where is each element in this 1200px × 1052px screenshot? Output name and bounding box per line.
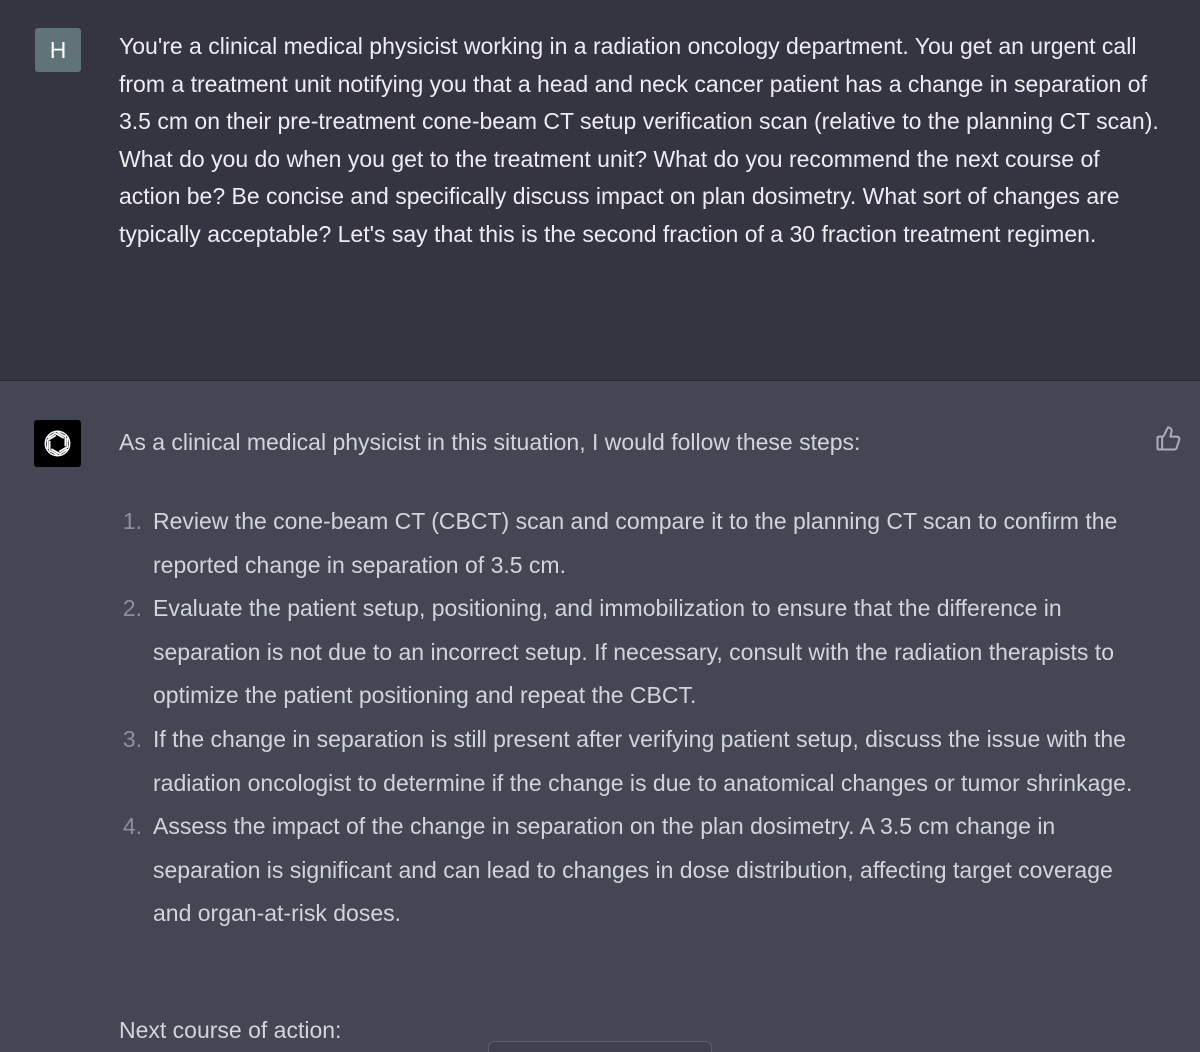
next-course-heading: Next course of action: xyxy=(119,1017,342,1043)
list-item xyxy=(0,805,1200,936)
step-number: 1. xyxy=(122,508,142,534)
assistant-intro: As a clinical medical physicist in this situation, I would follow these steps: xyxy=(119,429,861,455)
assistant-avatar xyxy=(34,420,81,467)
step-number: 2. xyxy=(122,595,142,622)
step-text: If the change in separation is still present after verifying patient setup, discuss the issue with the radiation oncologist to determine if the change is due to anatomical changes or tumor shrinkage. xyxy=(153,725,1133,796)
step-text: Evaluate the patient setup, positioning, and immobilization to ensure that the difference in separation is not due to an incorrect setup. If necessary, consult with the radiation therapists to optimize the patient positioning and repeat the CBCT. xyxy=(153,595,1114,709)
thumbs-up-icon[interactable] xyxy=(1154,425,1182,453)
step-number: 4. xyxy=(122,813,142,840)
user-avatar: H xyxy=(35,28,81,72)
step-text: Assess the impact of the change in separation on the plan dosimetry. A 3.5 cm change in separation is significant and can lead to changes in dose distribution, affecting target coverage and organ-at-risk doses. xyxy=(153,813,1113,927)
user-message xyxy=(0,0,1200,381)
regenerate-button[interactable] xyxy=(488,1041,712,1052)
steps-list xyxy=(0,500,1200,936)
list-item xyxy=(0,500,1200,587)
list-item xyxy=(0,587,1200,718)
list-item xyxy=(0,718,1200,805)
step-number: 3. xyxy=(122,725,142,752)
user-message-text: You're a clinical medical physicist working in a radiation oncology department. You get an urgent call from a treatment unit notifying you that a head and neck cancer patient has a change in separation of 3.5 cm on their pre-treatment cone-beam CT setup verification scan (relative to the planning CT scan). What do you do when you get to the treatment unit? What do you recommend the next course of action be? Be concise and specifically discuss impact on plan dosimetry. What sort of changes are typically acceptable? Let's say that this is the second fraction of a 30 fraction treatment regimen. xyxy=(119,33,1159,247)
openai-logo-icon xyxy=(40,426,75,461)
assistant-message xyxy=(0,382,1200,1052)
step-text: Review the cone-beam CT (CBCT) scan and compare it to the planning CT scan to confirm the reported change in separation of 3.5 cm. xyxy=(153,508,1118,578)
